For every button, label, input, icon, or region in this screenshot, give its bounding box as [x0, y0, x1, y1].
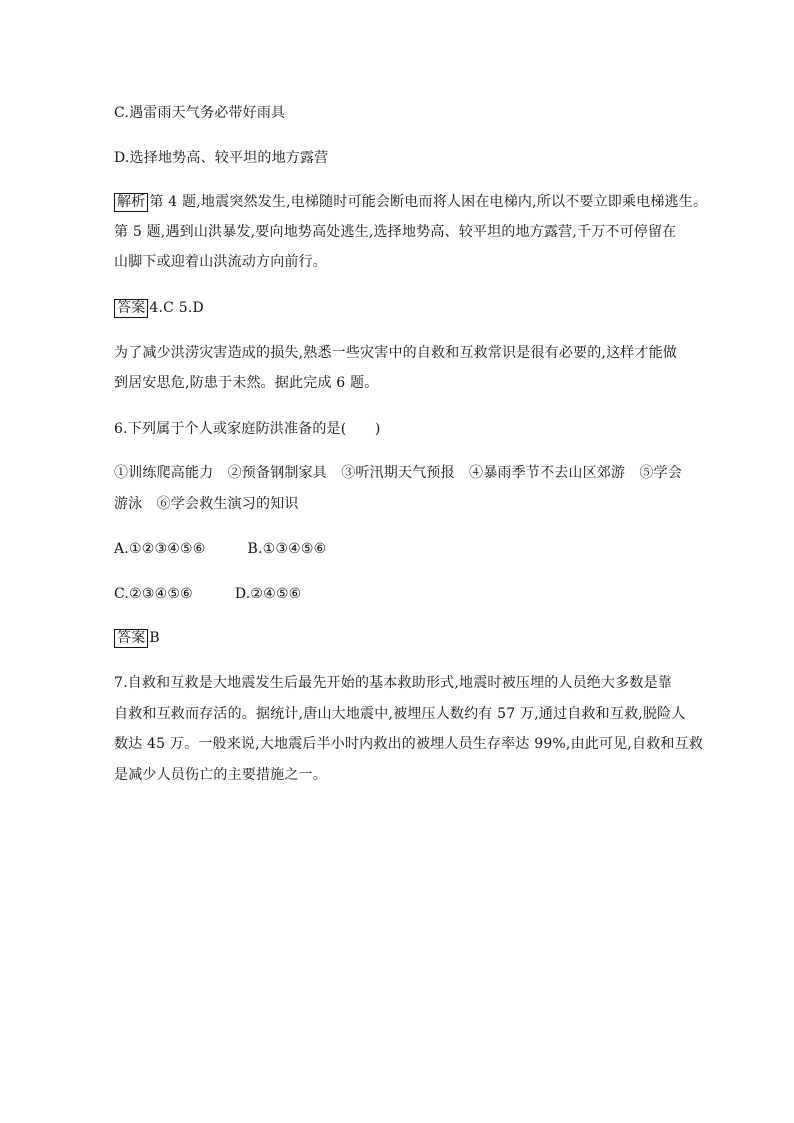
analysis-line-1 — [114, 192, 707, 212]
question-6-options-ab — [114, 539, 326, 559]
option-c-6: C.②③④⑤⑥ — [114, 586, 193, 602]
intro-line-2: 到居安思危,防患于未然。据此完成 6 题。 — [114, 375, 379, 391]
intro-line-1: 为了减少洪涝灾害造成的损失,熟悉一些灾害中的自救和互救常识是很有必要的,这样才能做 — [114, 345, 678, 361]
question-6: 6.下列属于个人或家庭防洪准备的是( ) — [114, 421, 381, 437]
option-c: C.遇雷雨天气务必带好雨具 — [114, 105, 286, 121]
question-7-line-2: 自救和互救而存活的。据统计,唐山大地震中,被埋压人数约有 57 万,通过自救和互救,脱险人 — [114, 706, 686, 722]
question-6-items-2: 游泳 ⑥学会救生演习的知识 — [114, 496, 299, 512]
answer-text-1: 4.C 5.D — [149, 300, 204, 316]
analysis-line-2: 第 5 题,遇到山洪暴发,要向地势高处逃生,选择地势高、较平坦的地方露营,千万不可停留在 — [114, 224, 677, 240]
option-b: B.①③④⑤⑥ — [247, 541, 327, 557]
option-a: A.①②③④⑤⑥ — [114, 541, 206, 557]
answer-line-1 — [114, 298, 204, 318]
analysis-label: 解析 — [114, 193, 148, 212]
analysis-text-1: 第 4 题,地震突然发生,电梯随时可能会断电而将人困在电梯内,所以不要立即乘电梯逃生。 — [149, 194, 708, 210]
question-7-line-4: 是减少人员伤亡的主要措施之一。 — [114, 767, 327, 783]
question-6-items-1: ①训练爬高能力 ②预备钢制家具 ③听汛期天气预报 ④暴雨季节不去山区郊游 ⑤学会 — [114, 465, 682, 481]
answer-label: 答案 — [114, 299, 148, 318]
question-7-line-3: 数达 45 万。一般来说,大地震后半小时内救出的被埋人员生存率达 99%,由此可见,自救和互救 — [114, 736, 704, 752]
option-d: D.选择地势高、较平坦的地方露营 — [114, 150, 329, 166]
option-d-6: D.②④⑤⑥ — [234, 586, 302, 602]
analysis-line-3: 山脚下或迎着山洪流动方向前行。 — [114, 254, 327, 270]
answer-label-2: 答案 — [114, 629, 148, 648]
question-6-options-cd — [114, 584, 301, 604]
answer-text-2: B — [149, 630, 160, 646]
question-7-line-1: 7.自救和互救是大地震发生后最先开始的基本救助形式,地震时被压埋的人员绝大多数是靠 — [114, 675, 673, 691]
answer-line-2 — [114, 628, 160, 648]
